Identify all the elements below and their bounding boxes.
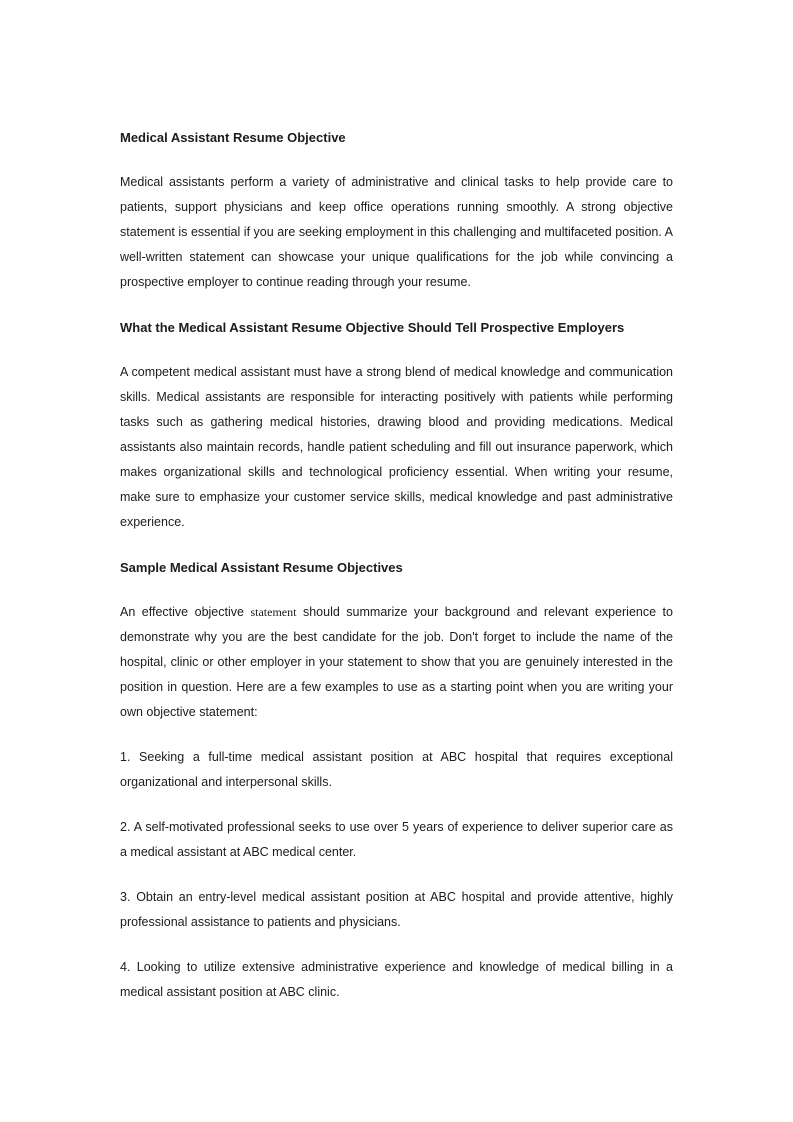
samples-intro-serif-word: statement (250, 605, 297, 619)
samples-intro-text-start: An effective objective (120, 605, 251, 619)
example-objective-4: 4. Looking to utilize extensive administrative experience and knowledge of medical billing in a medical assistant position at ABC clinic. (120, 960, 673, 999)
example-objective-1: 1. Seeking a full-time medical assistant position at ABC hospital that requires exceptional organizational and interpersonal skills. (120, 750, 673, 789)
samples-intro-paragraph (120, 600, 673, 725)
section-heading-samples: Sample Medical Assistant Resume Objectives (120, 560, 403, 575)
samples-intro-text-end: should summarize your background and relevant experience to demonstrate why you are the best candidate for the job. Don't forget to include the name of the hospital, clinic or other employer in your statement to show that you are genuinely interested in the position in question. Here are a few examples to use as a starting point when you are writing your own objective statement: (120, 605, 673, 719)
competencies-paragraph: A competent medical assistant must have a strong blend of medical knowledge and communication skills. Medical assistants are responsible for interacting positively with patients while performing tasks such as gathering medical histories, drawing blood and providing medications. Medical assistants also maintain records, handle patient scheduling and fill out insurance paperwork, which makes organizational skills and technological proficiency essential. When writing your resume, make sure to emphasize your customer service skills, medical knowledge and past administrative experience. (120, 365, 673, 529)
section-heading-employers: What the Medical Assistant Resume Objective Should Tell Prospective Employers (120, 320, 625, 335)
example-objective-2: 2. A self-motivated professional seeks to use over 5 years of experience to deliver superior care as a medical assistant at ABC medical center. (120, 820, 673, 859)
document-title: Medical Assistant Resume Objective (120, 130, 346, 145)
intro-paragraph: Medical assistants perform a variety of administrative and clinical tasks to help provide care to patients, support physicians and keep office operations running smoothly. A strong objective statement is essential if you are seeking employment in this challenging and multifaceted position. A well-written statement can showcase your unique qualifications for the job while convincing a prospective employer to continue reading through your resume. (120, 175, 673, 289)
example-objective-3: 3. Obtain an entry-level medical assistant position at ABC hospital and provide attentive, highly professional assistance to patients and physicians. (120, 890, 673, 929)
